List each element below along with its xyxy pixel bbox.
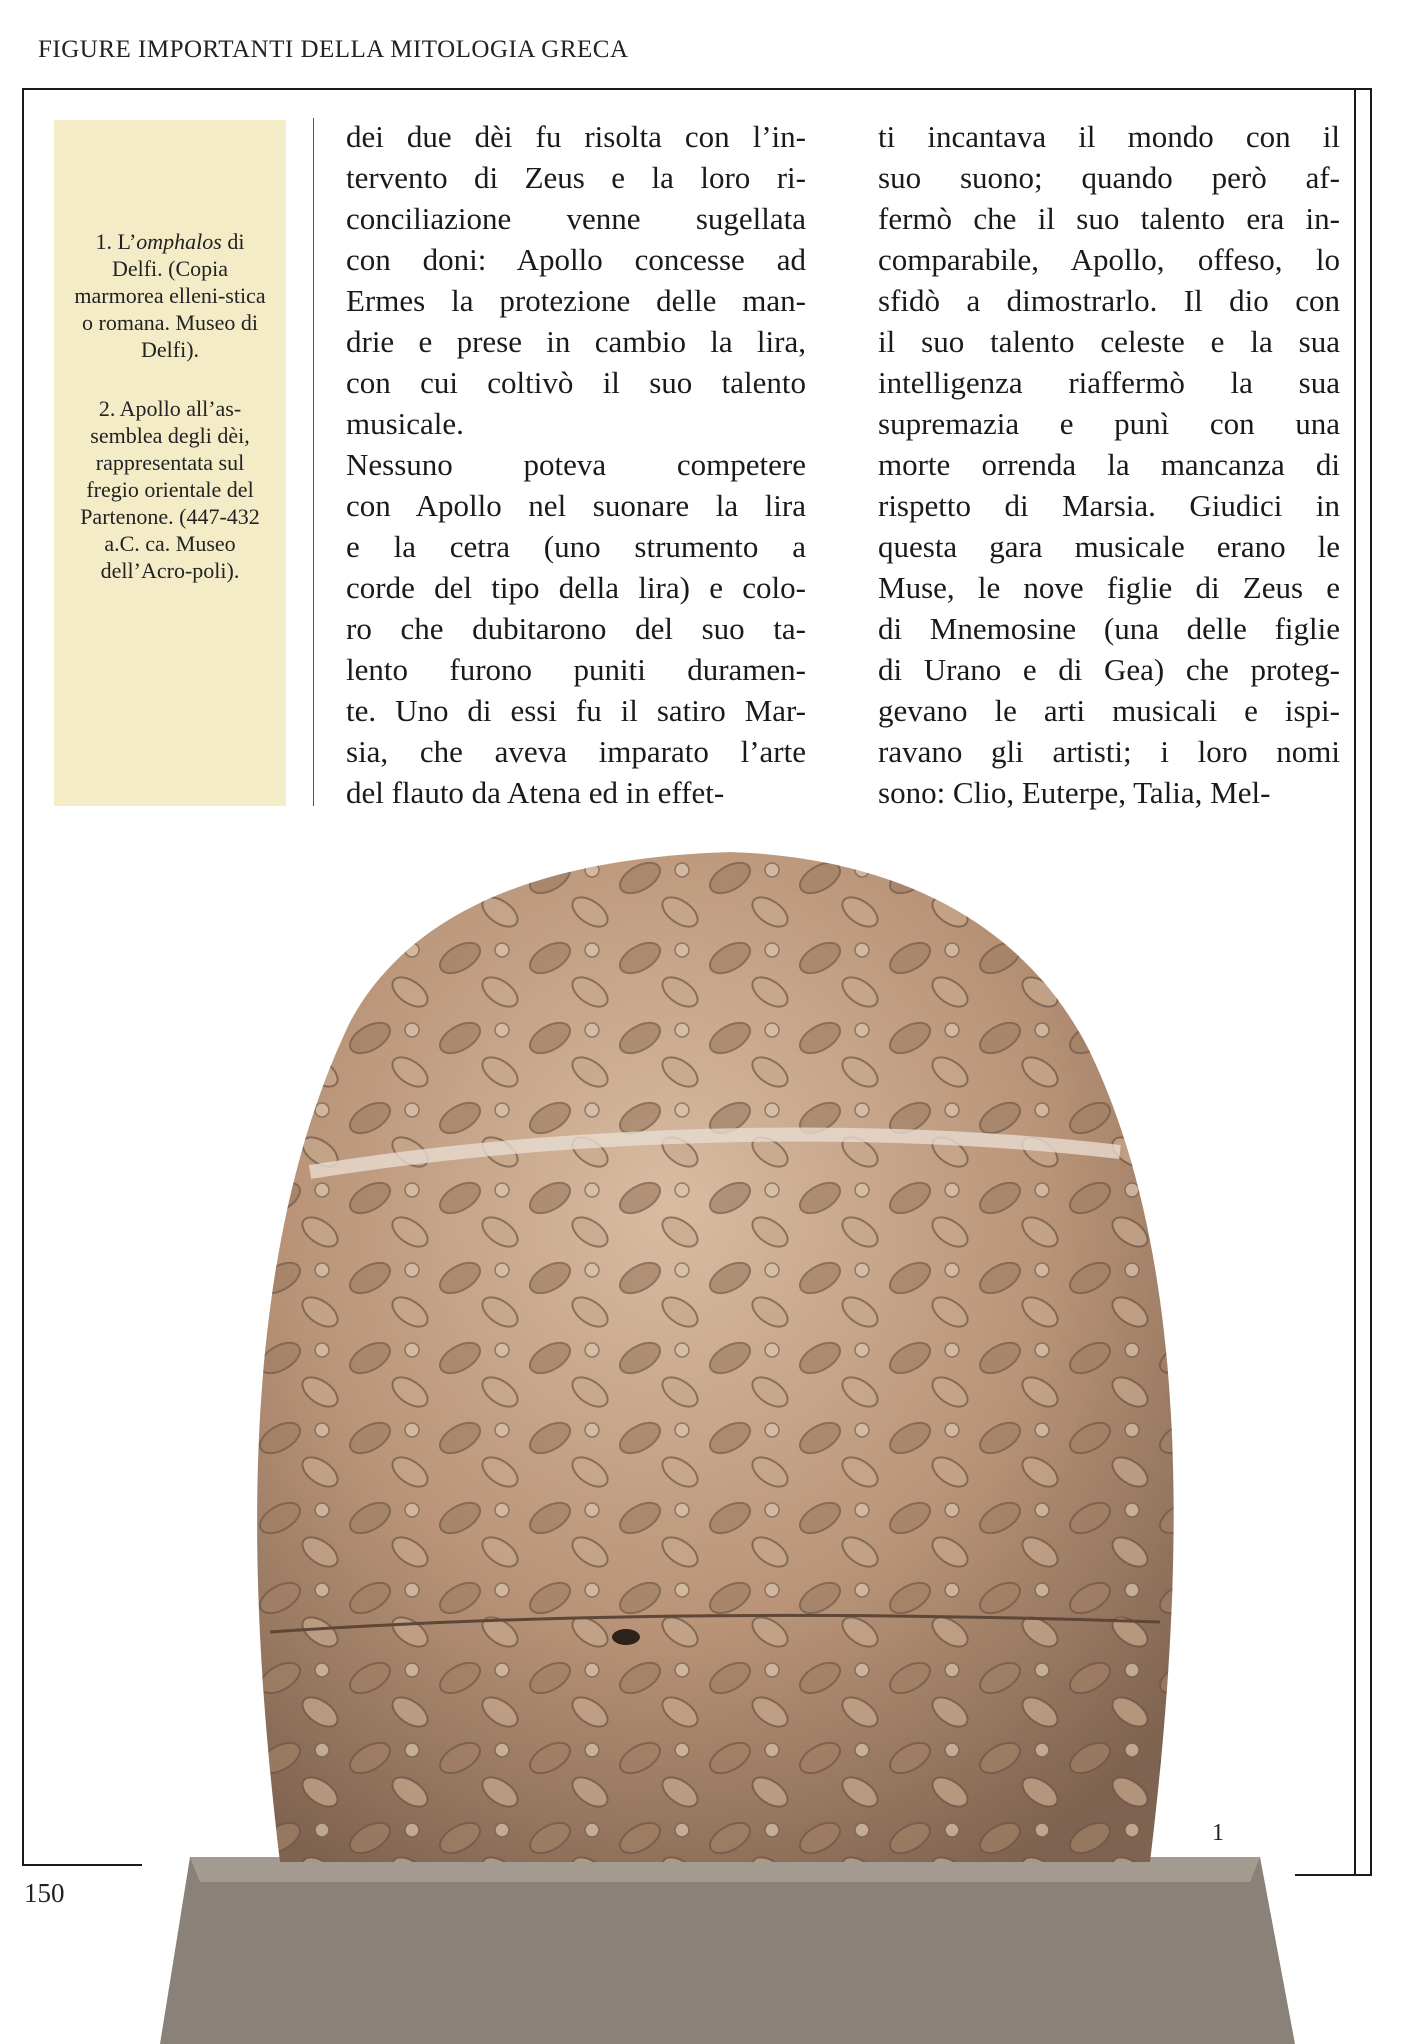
text-line: sono: Clio, Euterpe, Talia, Mel- [878, 775, 1271, 810]
plinth [160, 1857, 1295, 2044]
text-line: te. Uno di essi fu il satiro Mar- [346, 693, 806, 728]
text-line: gevano le arti musicali e ispi- [878, 693, 1340, 728]
text-line: corde del tipo della lira) e colo- [346, 570, 806, 605]
text-line: Muse, le nove figlie di Zeus e [878, 570, 1340, 605]
column-rule [313, 118, 314, 806]
caption-1: 1. L’omphalos di Delfi. (Copia marmorea elleni-stica o romana. Museo di Delfi). [74, 229, 266, 362]
caption-box [54, 120, 286, 806]
text-line: conciliazione venne sugellata [346, 201, 806, 236]
text-line: con cui coltivò il suo talento [346, 365, 806, 400]
text-line: ravano gli artisti; i loro nomi [878, 734, 1340, 769]
frame-rule-top [22, 88, 1372, 90]
text-line: sia, che aveva imparato l’arte [346, 734, 806, 769]
frame-rule-right-inner [1354, 88, 1356, 1874]
text-line: con doni: Apollo concesse ad [346, 242, 806, 277]
text-line: Ermes la protezione delle man- [346, 283, 806, 318]
text-line: con Apollo nel suonare la lira [346, 488, 806, 523]
text-line: e la cetra (uno strumento a [346, 529, 806, 564]
text-line: del flauto da Atena ed in effet- [346, 775, 725, 810]
text-line: di Urano e di Gea) che proteg- [878, 652, 1340, 687]
running-head: FIGURE IMPORTANTI DELLA MITOLOGIA GRECA [38, 36, 629, 63]
omphalos-photo [160, 852, 1295, 2044]
frame-rule-bottom-left [22, 1864, 142, 1866]
text-line: Nessuno poteva competere [346, 447, 806, 482]
caption-2: 2. Apollo all’as-semblea degli dèi, rappresentata sul fregio orientale del Partenone. (447-432 a.C. ca. Museo dell’Acro-poli). [80, 396, 260, 583]
text-line: rispetto di Marsia. Giudici in [878, 488, 1340, 523]
frame-rule-right-outer [1370, 88, 1372, 1874]
text-column-1 [346, 116, 806, 813]
text-line: sfidò a dimostrarlo. Il dio con [878, 283, 1340, 318]
text-line: tervento di Zeus e la loro ri- [346, 160, 806, 195]
text-line: questa gara musicale erano le [878, 529, 1340, 564]
text-line: comparabile, Apollo, offeso, lo [878, 242, 1340, 277]
text-line: fermò che il suo talento era in- [878, 201, 1340, 236]
text-line: suo suono; quando però af- [878, 160, 1340, 195]
text-line: di Mnemosine (una delle figlie [878, 611, 1340, 646]
text-column-2 [878, 116, 1340, 813]
text-line: supremazia e punì con una [878, 406, 1340, 441]
text-line: il suo talento celeste e la sua [878, 324, 1340, 359]
text-line: morte orrenda la mancanza di [878, 447, 1340, 482]
text-line: lento furono puniti duramen- [346, 652, 806, 687]
figure-number: 1 [1212, 1820, 1224, 1846]
page-number: 150 [24, 1878, 65, 1908]
text-line: musicale. [346, 406, 464, 441]
text-line: dei due dèi fu risolta con l’in- [346, 119, 806, 154]
text-line: ti incantava il mondo con il [878, 119, 1340, 154]
text-line: drie e prese in cambio la lira, [346, 324, 806, 359]
frame-rule-left [22, 88, 24, 1864]
text-line: intelligenza riaffermò la sua [878, 365, 1340, 400]
text-line: ro che dubitarono del suo ta- [346, 611, 806, 646]
